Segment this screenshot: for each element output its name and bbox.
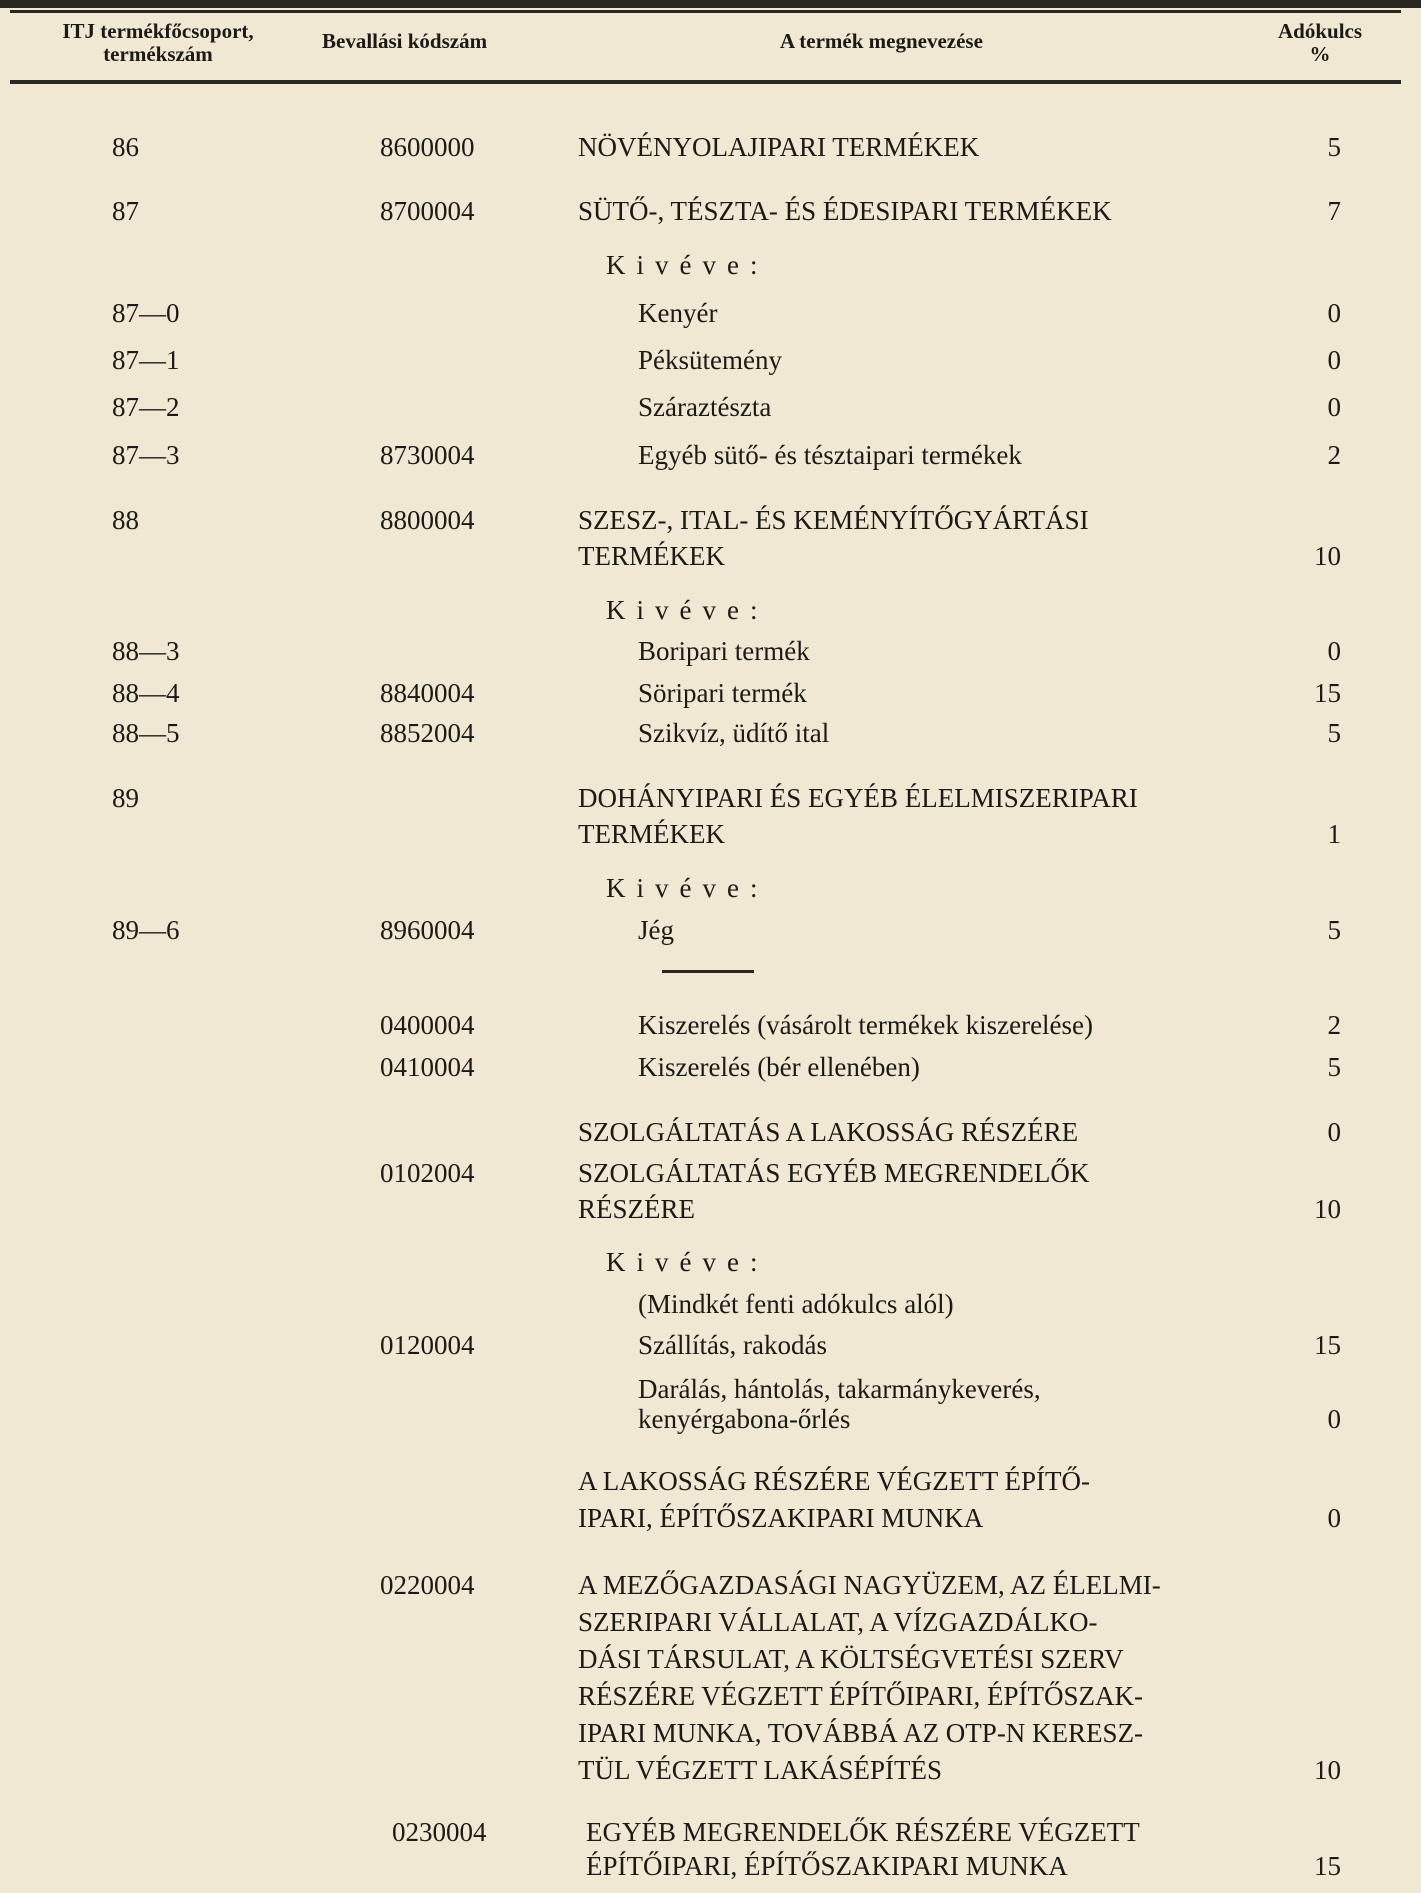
column-header-adokulcs-line1: Adókulcs (1277, 19, 1363, 43)
table-row-name-line2: IPARI, ÉPÍTŐSZAKIPARI MUNKA (578, 1503, 984, 1533)
column-header-adokulcs-line2: % (1309, 42, 1331, 66)
table-row-name: Egyéb sütő- és tésztaipari termékek (638, 440, 1022, 470)
table-row-itj: 89 (112, 783, 139, 813)
table-row-rate: 2 (1327, 1010, 1341, 1040)
column-header-kod: Bevallási kódszám (322, 29, 488, 53)
table-row-rate: 5 (1327, 132, 1341, 162)
table-row-name: Péksütemény (638, 345, 782, 375)
table-row-name-line2: TERMÉKEK (578, 819, 725, 849)
table-row-kod: 0400004 (380, 1010, 475, 1040)
table-row-rate: 0 (1327, 1117, 1341, 1147)
table-row-rate: 10 (1314, 541, 1341, 571)
table-row-rate: 5 (1327, 1052, 1341, 1082)
table-row-rate: 2 (1327, 440, 1341, 470)
table-row-itj: 88 (112, 505, 139, 535)
table-row-kod: 8960004 (380, 915, 475, 945)
table-row-name-line5: IPARI MUNKA, TOVÁBBÁ AZ OTP-N KERESZ- (578, 1718, 1144, 1748)
table-row-name: Darálás, hántolás, takarmánykeverés, (638, 1374, 1041, 1404)
table-row-name: Boripari termék (638, 636, 810, 666)
table-row-name: DOHÁNYIPARI ÉS EGYÉB ÉLELMISZERIPARI (578, 783, 1138, 813)
table-row-kod: 8840004 (380, 678, 475, 708)
table-row-name-line2: RÉSZÉRE (578, 1194, 696, 1224)
table-row-name-line2: ÉPÍTŐIPARI, ÉPÍTŐSZAKIPARI MUNKA (586, 1851, 1068, 1881)
table-row-name: Kiszerelés (bér ellenében) (638, 1052, 920, 1082)
table-row-kod: 0120004 (380, 1330, 475, 1360)
table-row-rate: 10 (1314, 1755, 1341, 1785)
table-row-rate: 1 (1327, 819, 1341, 849)
column-header-megnevezes: A termék megnevezése (780, 29, 983, 53)
table-row-name: EGYÉB MEGRENDELŐK RÉSZÉRE VÉGZETT (586, 1817, 1140, 1847)
table-row-name: SZOLGÁLTATÁS A LAKOSSÁG RÉSZÉRE (578, 1117, 1079, 1147)
table-row-name: A MEZŐGAZDASÁGI NAGYÜZEM, AZ ÉLELMI- (578, 1570, 1161, 1600)
table-row-kod: 0102004 (380, 1158, 475, 1188)
table-row-name-line2: TERMÉKEK (578, 541, 725, 571)
table-row-name-line2: kenyérgabona-őrlés (638, 1404, 851, 1434)
table-row-kod: 8730004 (380, 440, 475, 470)
exception-heading: Kivéve: (606, 250, 769, 280)
table-row-rate: 15 (1314, 1851, 1341, 1881)
exception-heading: Kivéve: (606, 1247, 769, 1277)
table-row-name: NÖVÉNYOLAJIPARI TERMÉKEK (578, 132, 980, 162)
table-row-rate: 7 (1327, 196, 1341, 226)
table-row-rate: 5 (1327, 718, 1341, 748)
table-row-itj: 87—0 (112, 298, 180, 328)
table-row-name: Szállítás, rakodás (638, 1330, 827, 1360)
table-row-name: SÜTŐ-, TÉSZTA- ÉS ÉDESIPARI TERMÉKEK (578, 196, 1112, 226)
table-row-itj: 88—3 (112, 636, 180, 666)
table-row-kod: 0220004 (380, 1570, 475, 1600)
table-row-kod: 0230004 (392, 1817, 487, 1847)
table-row-name-line6: TÜL VÉGZETT LAKÁSÉPÍTÉS (578, 1755, 942, 1785)
column-header-itj-line2: termékszám (103, 42, 213, 66)
table-row-itj: 88—5 (112, 718, 180, 748)
table-row-rate: 15 (1314, 1330, 1341, 1360)
table-row-name-line3: DÁSI TÁRSULAT, A KÖLTSÉGVETÉSI SZERV (578, 1644, 1124, 1674)
exception-heading: Kivéve: (606, 873, 769, 903)
table-row-name: Jég (638, 915, 674, 945)
exception-note: (Mindkét fenti adókulcs alól) (638, 1289, 954, 1319)
table-row-rate: 15 (1314, 678, 1341, 708)
table-row-rate: 0 (1327, 1503, 1341, 1533)
table-row-kod: 8700004 (380, 196, 475, 226)
table-row-name: SZOLGÁLTATÁS EGYÉB MEGRENDELŐK (578, 1158, 1090, 1188)
table-row-name: SZESZ-, ITAL- ÉS KEMÉNYÍTŐGYÁRTÁSI (578, 505, 1089, 535)
table-row-rate: 10 (1314, 1194, 1341, 1224)
column-header-itj-line1: ITJ termékfőcsoport, (62, 19, 254, 43)
table-row-name-line4: RÉSZÉRE VÉGZETT ÉPÍTŐIPARI, ÉPÍTŐSZAK- (578, 1681, 1143, 1711)
table-row-rate: 0 (1327, 345, 1341, 375)
table-row-itj: 86 (112, 132, 139, 162)
table-row-itj: 89—6 (112, 915, 180, 945)
table-row-kod: 8800004 (380, 505, 475, 535)
table-row-kod: 0410004 (380, 1052, 475, 1082)
table-row-itj: 87—1 (112, 345, 180, 375)
table-row-name: Szikvíz, üdítő ital (638, 718, 830, 748)
table-row-name: Kiszerelés (vásárolt termékek kiszerelése) (638, 1010, 1094, 1040)
table-row-name: A LAKOSSÁG RÉSZÉRE VÉGZETT ÉPÍTŐ- (578, 1466, 1090, 1496)
table-row-itj: 88—4 (112, 678, 180, 708)
table-row-itj: 87—2 (112, 392, 180, 422)
exception-heading: Kivéve: (606, 595, 769, 625)
table-row-itj: 87—3 (112, 440, 180, 470)
table-row-itj: 87 (112, 196, 139, 226)
table-row-name: Söripari termék (638, 678, 807, 708)
table-row-rate: 0 (1327, 636, 1341, 666)
table-row-rate: 5 (1327, 915, 1341, 945)
section-divider (662, 970, 754, 973)
table-row-kod: 8600000 (380, 132, 475, 162)
table-row-kod: 8852004 (380, 718, 475, 748)
table-row-name: Kenyér (638, 298, 718, 328)
table-row-rate: 0 (1327, 392, 1341, 422)
table-row-rate: 0 (1327, 1404, 1341, 1434)
table-row-rate: 0 (1327, 298, 1341, 328)
table-row-name: Száraztészta (638, 392, 772, 422)
table-row-name-line2: SZERIPARI VÁLLALAT, A VÍZGAZDÁLKO- (578, 1607, 1098, 1637)
